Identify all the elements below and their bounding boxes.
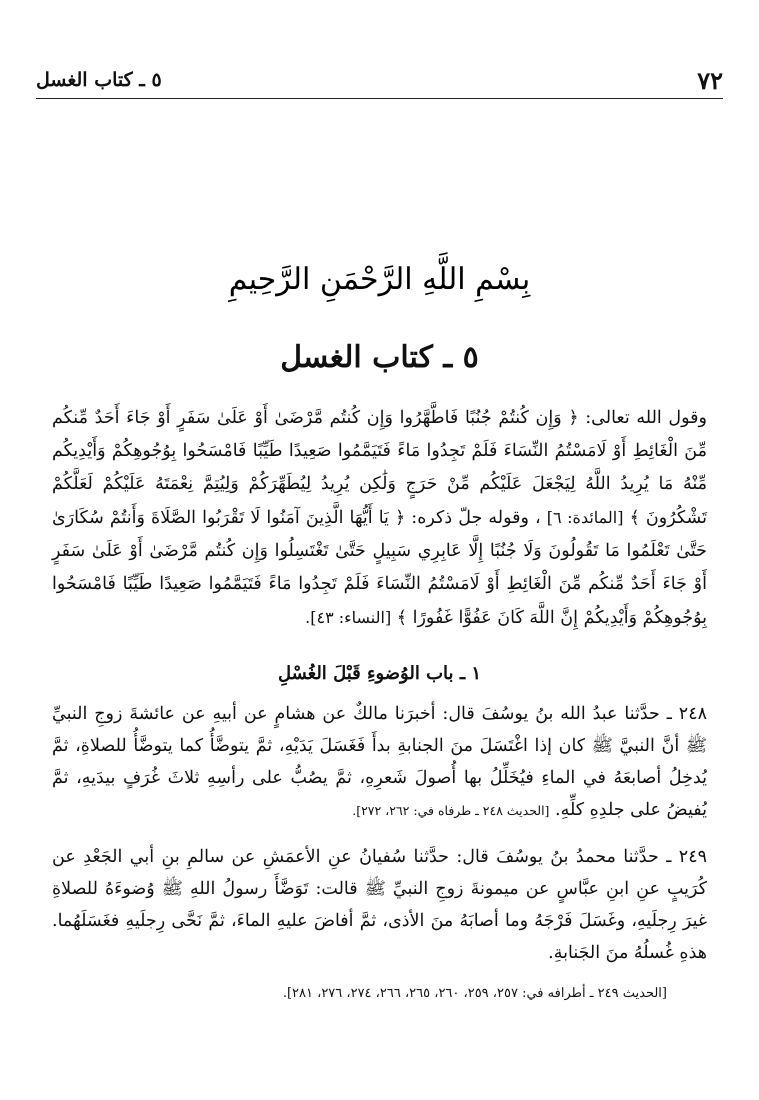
main-content bbox=[52, 402, 707, 1005]
page-header bbox=[36, 62, 723, 99]
hadith-248-cross-ref: [الحديث ٢٤٨ ـ طرفاه في: ٢٦٢، ٢٧٢]. bbox=[352, 803, 550, 818]
quran-verse-1: وقول الله تعالى: ﴿ وَإِن كُنتُمْ جُنُبًا فَاطَّهَّرُوا وَإِن كُنتُم مَّرْضَىٰ أَوْ عَلَىٰ سَفَرٍ أَوْ جَاءَ أَحَدٌ مِّنكُم مِّنَ الْغَائِطِ أَوْ لَامَسْتُمُ النِّسَاءَ فَلَمْ تَجِدُوا مَاءً فَتَيَمَّمُوا صَعِيدًا طَيِّبًا فَامْسَحُوا بِوُجُوهِكُمْ وَأَيْدِيكُم مِّنْهُ مَا يُرِيدُ اللَّهُ لِيَجْعَلَ عَلَيْكُم مِّنْ حَرَجٍ وَلَٰكِن يُرِيدُ لِيُطَهِّرَكُمْ وَلِيُتِمَّ نِعْمَتَهُ عَلَيْكُمْ لَعَلَّكُمْ تَشْكُرُونَ ﴾ bbox=[52, 408, 707, 528]
quran-verse-2: ، وقوله جلّ ذكره: ﴿ يَا أَيُّهَا الَّذِينَ آمَنُوا لَا تَقْرَبُوا الصَّلَاةَ وَأَنتُمْ سُكَارَىٰ حَتَّىٰ تَعْلَمُوا مَا تَقُولُونَ وَلَا جُنُبًا إِلَّا عَابِرِي سَبِيلٍ حَتَّىٰ تَغْتَسِلُوا وَإِن كُنتُم مَّرْضَىٰ أَوْ عَلَىٰ سَفَرٍ أَوْ جَاءَ أَحَدٌ مِّنكُم مِّنَ الْغَائِطِ أَوْ لَامَسْتُمُ النِّسَاءَ فَلَمْ تَجِدُوا مَاءً فَتَيَمَّمُوا صَعِيدًا طَيِّبًا فَامْسَحُوا بِوُجُوهِكُمْ وَأَيْدِيكُمْ إِنَّ اللَّهَ كَانَ عَفُوًّا غَفُورًا ﴾ bbox=[52, 508, 707, 628]
verse-reference-2: [النساء: ٤٣]. bbox=[305, 608, 392, 627]
book-title: ٥ ـ كتاب الغسل bbox=[280, 340, 479, 375]
intro-paragraph bbox=[52, 402, 707, 635]
hadith-249-text: ٢٤٩ ـ حدَّثنا محمدُ بنُ يوسُفَ قال: حدَّثنا سُفيانُ عنِ الأعمَشِ عن سالمِ بنِ أبي الجَعْدِ عن كُرَيبٍ عنِ ابنِ عبَّاسٍ عن ميمونةَ زوجِ النبيِّ ﷺ قالت: تَوَضَّأَ رسولُ اللهِ ﷺ وُضوءَهُ للصلاةِ غيرَ رِجلَيهِ، وغَسَلَ فَرْجَهُ وما أصابَهُ منَ الأذى، ثمَّ أفاضَ عليهِ الماءَ، ثمَّ نَحَّى رِجلَيهِ فغَسَلَهُما. هذهِ غُسلُهُ منَ الجَنابةِ. bbox=[52, 847, 707, 963]
hadith-248 bbox=[52, 698, 707, 827]
basmala: بِسْمِ اللَّهِ الرَّحْمَنِ الرَّحِيمِ bbox=[228, 262, 531, 297]
hadith-249-cross-ref: [الحديث ٢٤٩ ـ أطرافه في: ٢٥٧، ٢٥٩، ٢٦٠، ٢٦٥، ٢٦٦، ٢٧٤، ٢٧٦، ٢٨١]. bbox=[282, 986, 667, 1001]
running-title: ٥ ـ كتاب الغسل bbox=[36, 69, 162, 91]
page-number: ٧٢ bbox=[697, 65, 723, 95]
hadith-249 bbox=[52, 841, 707, 969]
verse-reference-1: [المائدة: ٦] bbox=[546, 508, 624, 527]
hadith-248-text: ٢٤٨ ـ حدَّثنا عبدُ الله بنُ يوسُفَ قال: أخبرَنا مالكٌ عن هشامٍ عن أبيهِ عن عائشةَ زوجِ النبيِّ ﷺ أنَّ النبيَّ ﷺ كان إذا اغْتَسَلَ منَ الجنابةِ بدأَ فَغَسَلَ يَدَيْهِ، ثمَّ يتوضَّأُ كما يتوضَّأُ للصلاةِ، ثمَّ يُدخِلُ أصابعَهُ في الماءِ فيُخَلِّلُ بها أُصولَ شَعرِهِ، ثمَّ يصُبُّ على رأسِهِ ثلاثَ غُرَفٍ بيدَيهِ، ثمَّ يُفيضُ على جلدِهِ كلِّهِ. bbox=[52, 704, 707, 820]
chapter-title: ١ ـ باب الوُضوءِ قَبْلَ الغُسْلِ bbox=[277, 663, 482, 684]
